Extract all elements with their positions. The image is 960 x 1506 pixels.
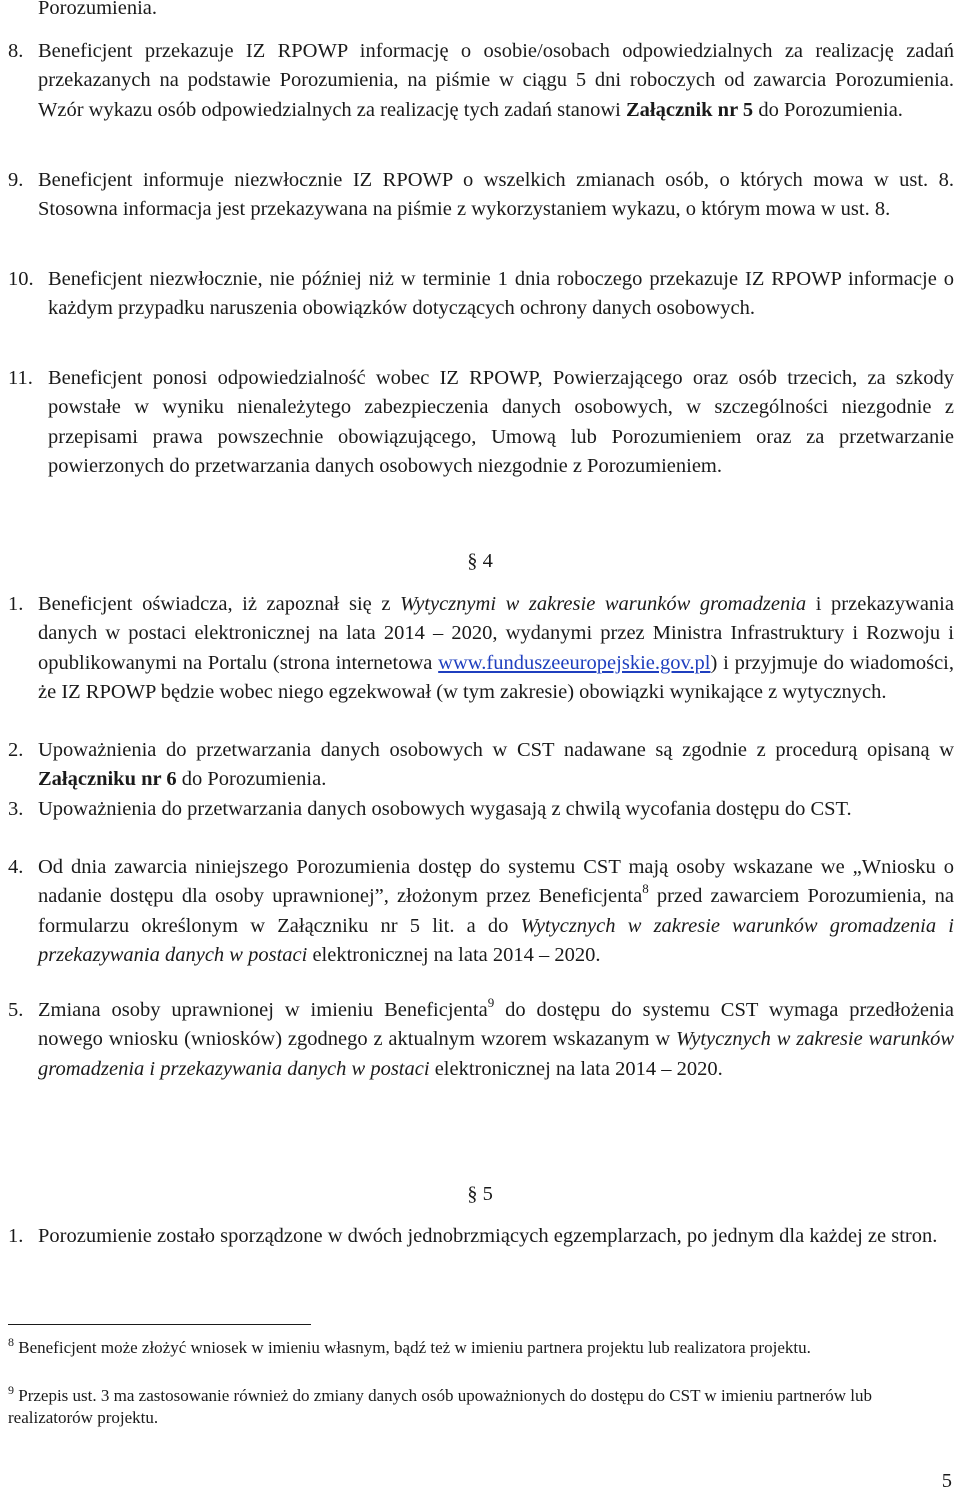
item-text: Beneficjent informuje niezwłocznie IZ RPOWP o wszelkich zmianach osób, o których mowa w ust. 8. Stosowna informacja jest przekazywana na piśmie z wykorzystaniem wykazu, o którym mowa w ust. 8. [38, 169, 954, 221]
list-item-10 [0, 265, 960, 324]
section-heading-4: § 4 [467, 550, 493, 572]
item-text: Beneficjent niezwłocznie, nie później niż w terminie 1 dnia roboczego przekazuje IZ RPOWP informacje o każdym przypadku naruszenia obowiązków dotyczących ochrony danych osobowych. [48, 268, 954, 320]
section-heading-5: § 5 [467, 1183, 493, 1205]
s5-item-1 [0, 1222, 960, 1251]
footnote-number: 8 [8, 1335, 14, 1349]
italic-title: Wytycznych w zakresie warunków gromadzenia i przekazywania danych w postaci [38, 914, 954, 967]
item-text: Od dnia zawarcia niniejszego Porozumienia dostęp do systemu CST mają osoby wskazane we „Wniosku o nadanie dostępu dla osoby uprawnionej”, złożonym przez Beneficjenta$^8$ przed zawarciem Porozumienia, na formularzu określonym w Załączniku nr 5 lit. a do Wytycznych w zakresie warunków gromadzenia i przekazywania danych w postaci elektronicznej na lata 2014 – 2020. [38, 856, 954, 967]
item-text: Beneficjent oświadcza, iż zapoznał się z Wytycznymi w zakresie warunków gromadzenia i przekazywania danych w postaci elektronicznej na lata 2014 – 2020, wydanymi przez Ministra Infrastruktury i Rozwoju i opublikowanymi na Portalu (strona internetowa www.funduszeeuropejskie.gov.pl) i przyjmuje do wiadomości, że IZ RPOWP będzie wobec niego egzekwował (w tym zakresie) obowiązki wynikające z wytycznych. [38, 593, 954, 704]
s4-item-3 [0, 795, 960, 824]
bold-reference: Załącznik nr 5 [625, 98, 754, 121]
footnote-text: Beneficjent może złożyć wniosek w imieniu własnym, bądź też w imieniu partnera projektu lub realizatora projektu. [14, 1338, 811, 1357]
item-text: Zmiana osoby uprawnionej w imieniu Beneficjenta$^9$ do dostępu do systemu CST wymaga przedłożenia nowego wniosku (wniosków) zgodnego z aktualnym wzorem wskazanym w Wytycznych w zakresie warunków gromadzenia i przekazywania danych w postaci elektronicznej na lata 2014 – 2020. [38, 995, 954, 1080]
s4-item-4 [0, 853, 960, 971]
footnote-8 [8, 1337, 948, 1359]
item-text: Upoważnienia do przetwarzania danych osobowych wygasają z chwilą wycofania dostępu do CST. [38, 798, 852, 820]
continued-text: Porozumienia. [38, 0, 157, 19]
item-text: Porozumienie zostało sporządzone w dwóch jednobrzmiących egzemplarzach, po jednym dla każdej ze stron. [38, 1225, 938, 1247]
item-number: 9. [8, 169, 24, 191]
footnote-ref-9[interactable]: 9 [487, 995, 495, 1010]
s4-item-2 [0, 736, 960, 795]
italic-title: Wytycznych w zakresie warunków gromadzenia i przekazywania danych w postaci [38, 1028, 954, 1080]
item-number: 1. [8, 593, 24, 615]
item-number: 3. [8, 798, 24, 820]
item-text: Upoważnienia do przetwarzania danych osobowych w CST nadawane są zgodnie z procedurą opisaną w Załączniku nr 6 do Porozumienia. [38, 739, 954, 791]
item-number: 2. [8, 739, 24, 761]
s4-item-1 [0, 590, 960, 708]
list-item-9 [0, 166, 960, 225]
s4-item-5 [0, 996, 960, 1084]
item-text: Beneficjent przekazuje IZ RPOWP informację o osobie/osobach odpowiedzialnych za realizację zadań przekazanych na podstawie Porozumienia, na piśmie w ciągu 5 dni roboczych od zawarcia Porozumienia. Wzór wykazu osób odpowiedzialnych za realizację tych zadań stanowi Załącznik nr 5 do Porozumienia. [38, 40, 954, 121]
list-item-11 [0, 364, 960, 482]
footnote-9 [8, 1385, 948, 1429]
footnote-ref-8[interactable]: 8 [642, 881, 649, 897]
footnote-number: 9 [8, 1383, 14, 1397]
item-number: 5. [8, 999, 24, 1021]
bold-reference: Załączniku nr 6 [38, 768, 177, 791]
footnote-separator [8, 1324, 311, 1325]
item-number: 4. [8, 856, 24, 878]
item-number: 11. [8, 367, 33, 389]
list-item-8 [0, 37, 960, 125]
page-number: 5 [941, 1470, 952, 1492]
item-text: Beneficjent ponosi odpowiedzialność wobec IZ RPOWP, Powierzającego oraz osób trzecich, za szkody powstałe w wyniku nienależytego zabezpieczenia danych osobowych, w szczególności niezgodnie z przepisami prawa powszechnie obowiązującego, Umową lub Porozumieniem oraz za przetwarzanie powierzonych do przetwarzania danych osobowych niezgodnie z Porozumieniem. [48, 367, 954, 478]
footnote-text: Przepis ust. 3 ma zastosowanie również do zmiany danych osób upoważnionych do dostępu do CST w imieniu partnerów lub realizatorów projektu. [8, 1386, 873, 1427]
item-number: 8. [8, 40, 24, 62]
item-number: 1. [8, 1225, 24, 1247]
item-number: 10. [8, 268, 34, 290]
portal-link[interactable]: www.funduszeeuropejskie.gov.pl [438, 651, 711, 674]
italic-title: Wytycznymi w zakresie warunków gromadzenia [400, 593, 807, 615]
